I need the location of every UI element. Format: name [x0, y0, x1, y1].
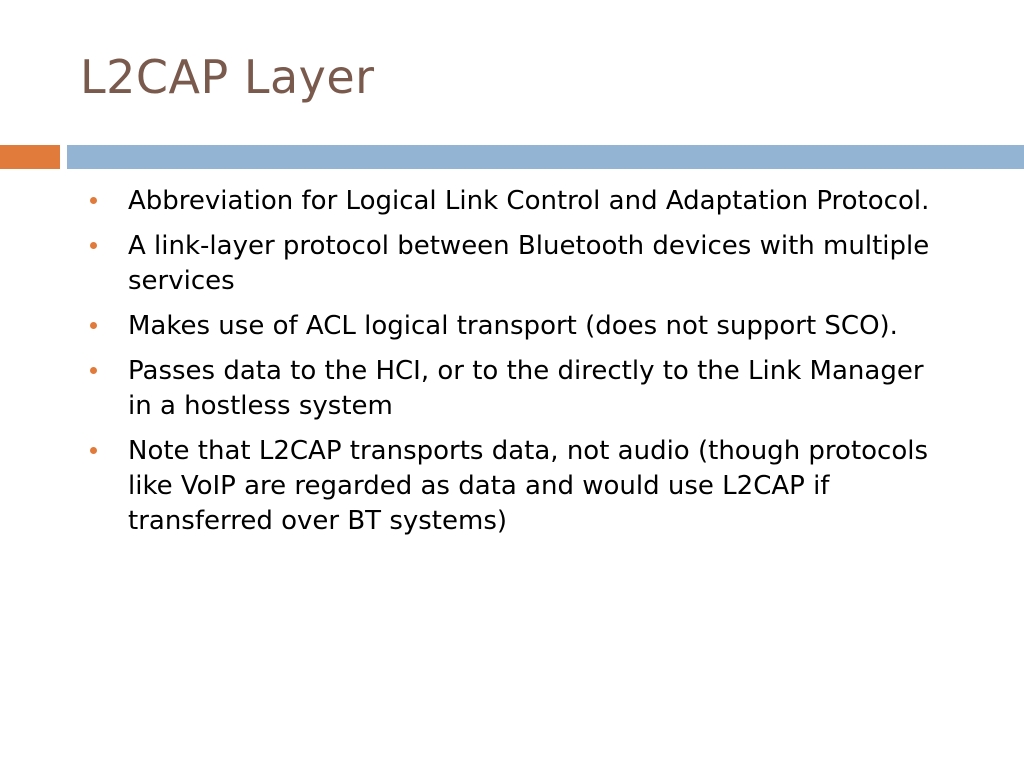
bullet-dot-icon [90, 322, 97, 329]
bullet-item [88, 229, 948, 299]
bullet-dot-icon [90, 367, 97, 374]
accent-bar-orange [0, 145, 60, 169]
bullet-list [88, 184, 948, 549]
bullet-dot-icon [90, 447, 97, 454]
bullet-item [88, 309, 948, 344]
bullet-text: Abbreviation for Logical Link Control and Adaptation Protocol. [128, 186, 930, 216]
bullet-dot-icon [90, 242, 97, 249]
bullet-item [88, 184, 948, 219]
bullet-dot-icon [90, 197, 97, 204]
bullet-item [88, 434, 948, 539]
slide-title: L2CAP Layer [80, 50, 375, 104]
accent-bar-blue [67, 145, 1024, 169]
bullet-text: Note that L2CAP transports data, not audio (though protocols like VoIP are regarded as data and would use L2CAP if transferred over BT systems) [128, 436, 929, 536]
bullet-text: Passes data to the HCI, or to the directly to the Link Manager in a hostless system [128, 356, 924, 421]
bullet-text: Makes use of ACL logical transport (does not support SCO). [128, 311, 898, 341]
bullet-text: A link-layer protocol between Bluetooth devices with multiple services [128, 231, 930, 296]
bullet-item [88, 354, 948, 424]
